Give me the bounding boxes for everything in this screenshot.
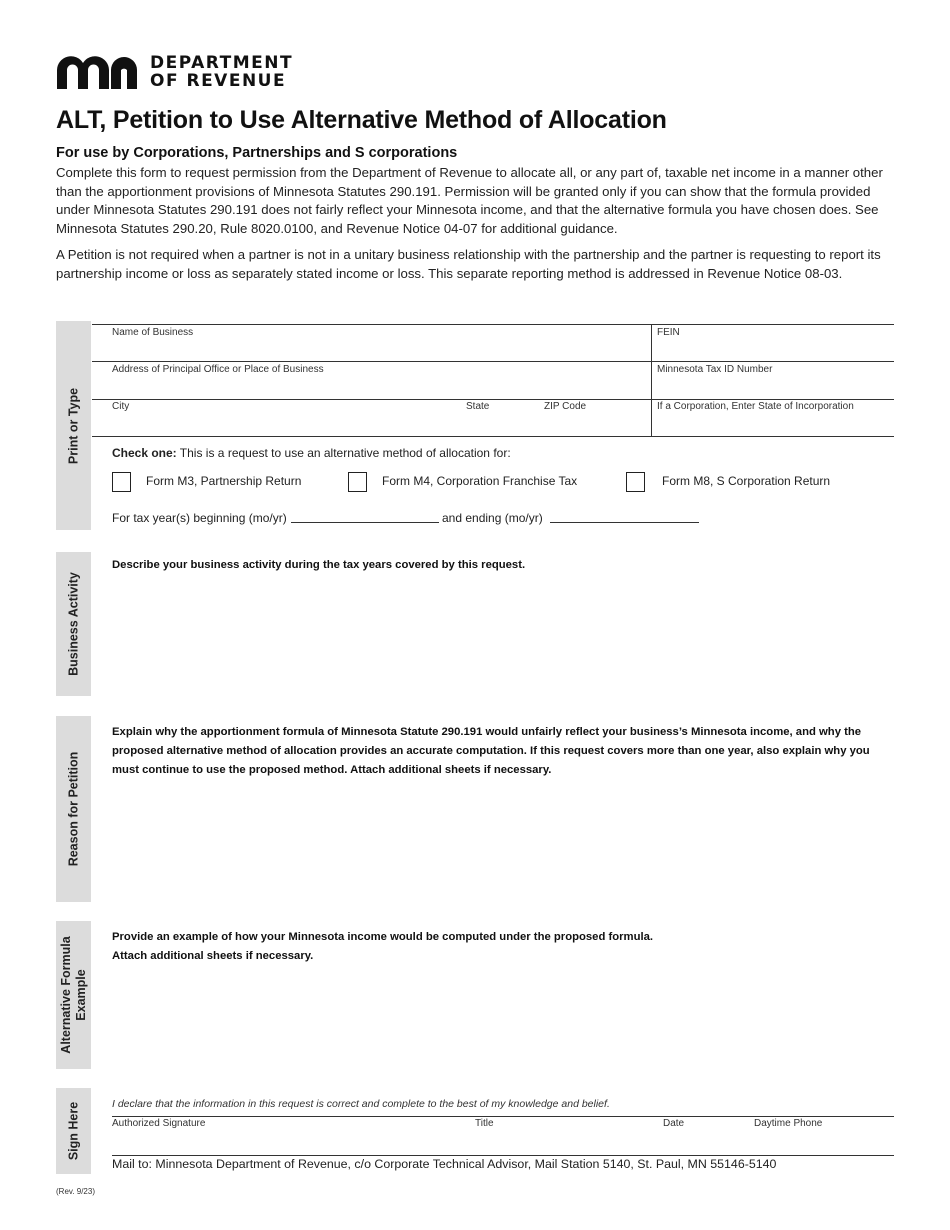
alt-formula-line-2: Example — [73, 969, 88, 1021]
fein-field[interactable]: FEIN — [657, 327, 680, 338]
form-m3-label: Form M3, Partnership Return — [146, 474, 302, 488]
name-of-business-field[interactable]: Name of Business — [112, 327, 194, 338]
alternative-formula-label — [59, 936, 89, 1053]
tax-year-end-input[interactable] — [550, 522, 699, 523]
sign-here-label: Sign Here — [66, 1101, 80, 1161]
signature-line-top — [112, 1116, 894, 1117]
intro-paragraph: Complete this form to request permission from the Department of Revenue to allocate all, or any part of, taxable net income in a manner other than the apportionment provisions of Minnesota Statutes 290.191. Permission will be granted only if you can show that the formula provided under Minnesota Statutes 290.191 does not fairly reflect your Minnesota income, and that the alternative formula you have chosen does. See Minnesota Statutes 290.20, Rule 8020.0100, and Revenue Notice 04-07 for additional guidance. — [56, 165, 883, 236]
alt-formula-line-1: Alternative Formula — [58, 936, 73, 1054]
address-field[interactable]: Address of Principal Office or Place of Business — [112, 364, 324, 375]
grid-line — [92, 324, 894, 325]
print-or-type-tab — [56, 321, 91, 530]
tax-year-end-label: and ending (mo/yr) — [442, 511, 543, 525]
zip-code-field[interactable]: ZIP Code — [544, 401, 587, 412]
sign-here-tab — [56, 1088, 91, 1174]
department-logo-text — [150, 54, 293, 90]
reason-for-petition-label: Reason for Petition — [66, 751, 80, 867]
form-title: ALT, Petition to Use Alternative Method of Allocation — [56, 106, 667, 134]
mn-tax-id-field[interactable]: Minnesota Tax ID Number — [657, 364, 773, 375]
tax-year-begin-label: For tax year(s) beginning (mo/yr) — [112, 511, 287, 525]
form-m8-label: Form M8, S Corporation Return — [662, 474, 831, 488]
example-instruction-line-2: Attach additional sheets if necessary. — [112, 950, 314, 962]
form-m4-checkbox[interactable] — [348, 472, 367, 492]
check-one-prefix: Check one: — [112, 446, 177, 460]
check-one-prompt — [112, 446, 511, 460]
business-activity-label: Business Activity — [66, 572, 80, 676]
mn-logo-icon — [57, 56, 137, 89]
example-input[interactable] — [112, 970, 894, 1065]
logo-line-2: OF REVENUE — [150, 71, 287, 91]
grid-line — [92, 399, 894, 400]
example-instruction-line-1: Provide an example of how your Minnesota income would be computed under the proposed formula. — [112, 931, 654, 943]
declaration-text: I declare that the information in this request is correct and complete to the best of my knowledge and belief. — [112, 1098, 610, 1110]
notice-paragraph: A Petition is not required when a partner is not in a unitary business relationship with the partnership and the partner is requesting to report its partnership income or loss as separately stated income or loss. This separate reporting method is addressed in Revenue Notice 08-03. — [56, 247, 881, 281]
revision-label: (Rev. 9/23) — [56, 1187, 95, 1196]
authorized-signature-field[interactable]: Authorized Signature — [112, 1118, 206, 1129]
title-field[interactable]: Title — [475, 1118, 494, 1129]
reason-instruction: Explain why the apportionment formula of Minnesota Statute 290.191 would unfairly reflect your business’s Minnesota income, and why the proposed alternative method of allocation provides an accurate computation. If this request covers more than one year, also explain why you must continue to use the proposed method. Attach additional sheets if necessary. — [112, 726, 870, 776]
form-m3-checkbox[interactable] — [112, 472, 131, 492]
alternative-formula-tab — [56, 921, 91, 1069]
reason-input[interactable] — [112, 785, 894, 897]
grid-line — [92, 436, 894, 437]
business-activity-input[interactable] — [112, 580, 894, 690]
mail-to-address: Mail to: Minnesota Department of Revenue, c/o Corporate Technical Advisor, Mail Station 5140, St. Paul, MN 55146-5140 — [112, 1157, 777, 1171]
check-one-text: This is a request to use an alternative method of allocation for: — [176, 446, 511, 460]
example-instruction — [112, 928, 892, 966]
grid-line — [92, 361, 894, 362]
business-activity-instruction: Describe your business activity during the tax years covered by this request. — [112, 559, 526, 571]
state-of-incorporation-field[interactable]: If a Corporation, Enter State of Incorporation — [657, 401, 854, 412]
form-subtitle: For use by Corporations, Partnerships and S corporations — [56, 145, 458, 161]
state-field[interactable]: State — [466, 401, 490, 412]
city-field[interactable]: City — [112, 401, 130, 412]
date-field[interactable]: Date — [663, 1118, 685, 1129]
tax-year-begin-input[interactable] — [291, 522, 439, 523]
business-activity-tab — [56, 552, 91, 696]
form-m8-checkbox[interactable] — [626, 472, 645, 492]
reason-for-petition-tab — [56, 716, 91, 902]
logo-line-1: DEPARTMENT — [150, 53, 294, 73]
form-m4-label: Form M4, Corporation Franchise Tax — [382, 474, 578, 488]
daytime-phone-field[interactable]: Daytime Phone — [754, 1118, 823, 1129]
signature-line-bottom — [112, 1155, 894, 1156]
print-or-type-label: Print or Type — [66, 387, 80, 464]
grid-divider — [651, 324, 652, 437]
